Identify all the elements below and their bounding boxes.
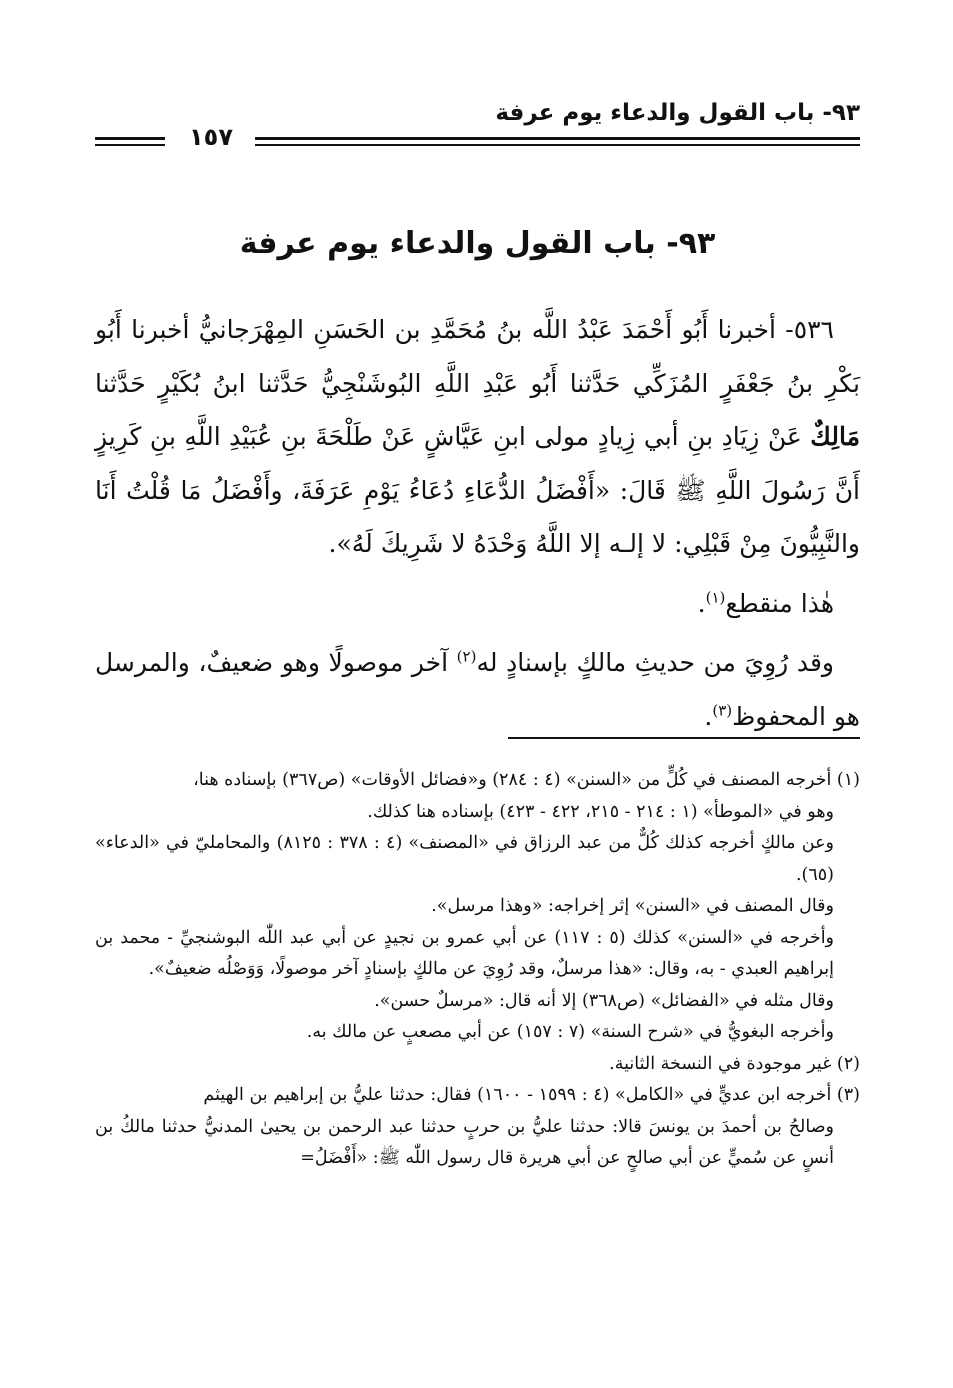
- footnote-separator: [508, 737, 860, 739]
- chapter-heading: ٩٣- باب القول والدعاء يوم عرفة: [239, 226, 716, 261]
- comment-paragraph-2: [95, 636, 860, 743]
- comment-paragraph-1: [95, 577, 860, 631]
- comment-2-end: .: [704, 701, 713, 731]
- footnote-1-line: وأخرجه في «السنن» كذلك (٥ : ١١٧) عن أبي عمرو بن نجيدٍ عن أبي عبد اللّٰه البوشنجيِّ - محمد بن إبراهيم العبدي - به، وقال: «هذا مرسلٌ، وقد رُوِيَ عن مالكٍ بإسنادٍ آخر موصولًا، وَوَصْلُه ضعيفٌ».: [95, 927, 835, 979]
- hadith-narrator-malik: مَالِكٌ: [810, 422, 860, 451]
- footnote-2: (٢) غير موجودة في النسخة الثانية.: [609, 1053, 860, 1074]
- running-header: [95, 96, 860, 156]
- header-rule-short: [95, 137, 165, 140]
- main-text: [95, 303, 860, 743]
- comment-1-end: .: [697, 588, 706, 618]
- footnotes: [95, 765, 860, 1175]
- comment-2-text-b: آخر موصولًا وهو ضعيفٌ، والمرسل هو المحفوظ: [95, 648, 860, 731]
- comment-2-text-a: وقد رُوِيَ من حديثِ مالكٍ بإسنادٍ له: [476, 648, 835, 677]
- hadith-text-part2: عَنْ زِيَادِ بنِ أبي زِيادٍ مولى ابنِ عَيَّاشٍ عَنْ طَلْحَةَ بنِ عُبَيْدِ اللَّهِ بنِ كَرِيزٍ أَنَّ رَسُولَ اللَّهِ ﷺ قَالَ: «أَفْضَلُ الدُّعَاءِ دُعَاءُ يَوْمِ عَرَفَةَ، وأَفْضَلُ مَا قُلْتُ أَنَا والنَّبِيُّونَ مِنْ قَبْلِي: لا إلـه إلا اللَّهُ وَحْدَهُ لا شَرِيكَ لَهُ».: [95, 422, 860, 558]
- hadith-paragraph: [95, 303, 860, 571]
- footnote-1-line: (١) أخرجه المصنف في كُلٍّ من «السنن» (٤ : ٢٨٤) و«فضائل الأوقات» (ص٣٦٧) بإسناده هنا،: [193, 770, 860, 790]
- footnote-1-line: وقال مثله في «الفضائل» (ص٣٦٨) إلا أنه قال: «مرسلٌ حسن».: [374, 990, 834, 1011]
- hadith-text-part1: ٥٣٦- أخبرنا أَبُو أَحْمَدَ عَبْدُ اللَّه بنُ مُحَمَّدِ بن الحَسَنِ المِهْرَجانيُّ أخبرنا أَبُو بَكْرِ بنُ جَعْفَرٍ المُزَكِّي حَدَّثنا أَبُو عَبْدِ اللَّهِ البُوشَنْجِيُّ حَدَّثنا ابنُ بُكَيْرٍ حَدَّثنا: [95, 315, 860, 398]
- footnote-3-line: (٣) أخرجه ابن عديٍّ في «الكامل» (٤ : ١٥٩٩ - ١٦٠٠) فقال: حدثنا عليُّ بن إبراهيم بن الهيثم: [203, 1085, 860, 1105]
- header-rule-long-second: [255, 144, 860, 146]
- footnote-1-line: وأخرجه البغويُّ في «شرح السنة» (٧ : ١٥٧) عن أبي مصعبٍ عن مالك به.: [306, 1022, 834, 1042]
- page-number: ١٥٧: [189, 123, 233, 151]
- footnote-ref-3: (٣): [712, 701, 733, 720]
- footnote-ref-2: (٢): [456, 647, 477, 666]
- running-title: ٩٣- باب القول والدعاء يوم عرفة: [495, 100, 860, 126]
- comment-1-text: هٰذا منقطع: [725, 588, 834, 618]
- footnote-3-line: وصالحُ بن أحمدَ بن يونسَ قالا: حدثنا عليُّ بن حربٍ حدثنا عبد الرحمن بن يحيىٰ المدنيُّ حدثنا مالكُ بن أنسٍ عن سُميٍّ عن أبي صالحٍ عن أبي هريرة قال رسول اللّٰه ﷺ: «أَفْضَلُ=: [95, 1116, 834, 1168]
- footnote-1-line: وعن مالكٍ أخرجه كذلك كُلٌّ من عبد الرزاق في «المصنف» (٤ : ٣٧٨ : ٨١٢٥) والمحامليّ في «الدعاء» (٦٥).: [95, 833, 834, 885]
- footnote-1-line: وقال المصنف في «السنن» إثر إخراجه: «وهذا مرسل».: [431, 896, 834, 916]
- header-rule-short-second: [95, 144, 165, 146]
- footnote-1-line: وهو في «الموطأ» (١ : ٢١٤ - ٢١٥، ٤٢٢ - ٤٢٣) بإسناده هنا كذلك.: [367, 801, 834, 822]
- header-rule-long: [255, 137, 860, 140]
- footnote-ref-1: (١): [705, 588, 726, 607]
